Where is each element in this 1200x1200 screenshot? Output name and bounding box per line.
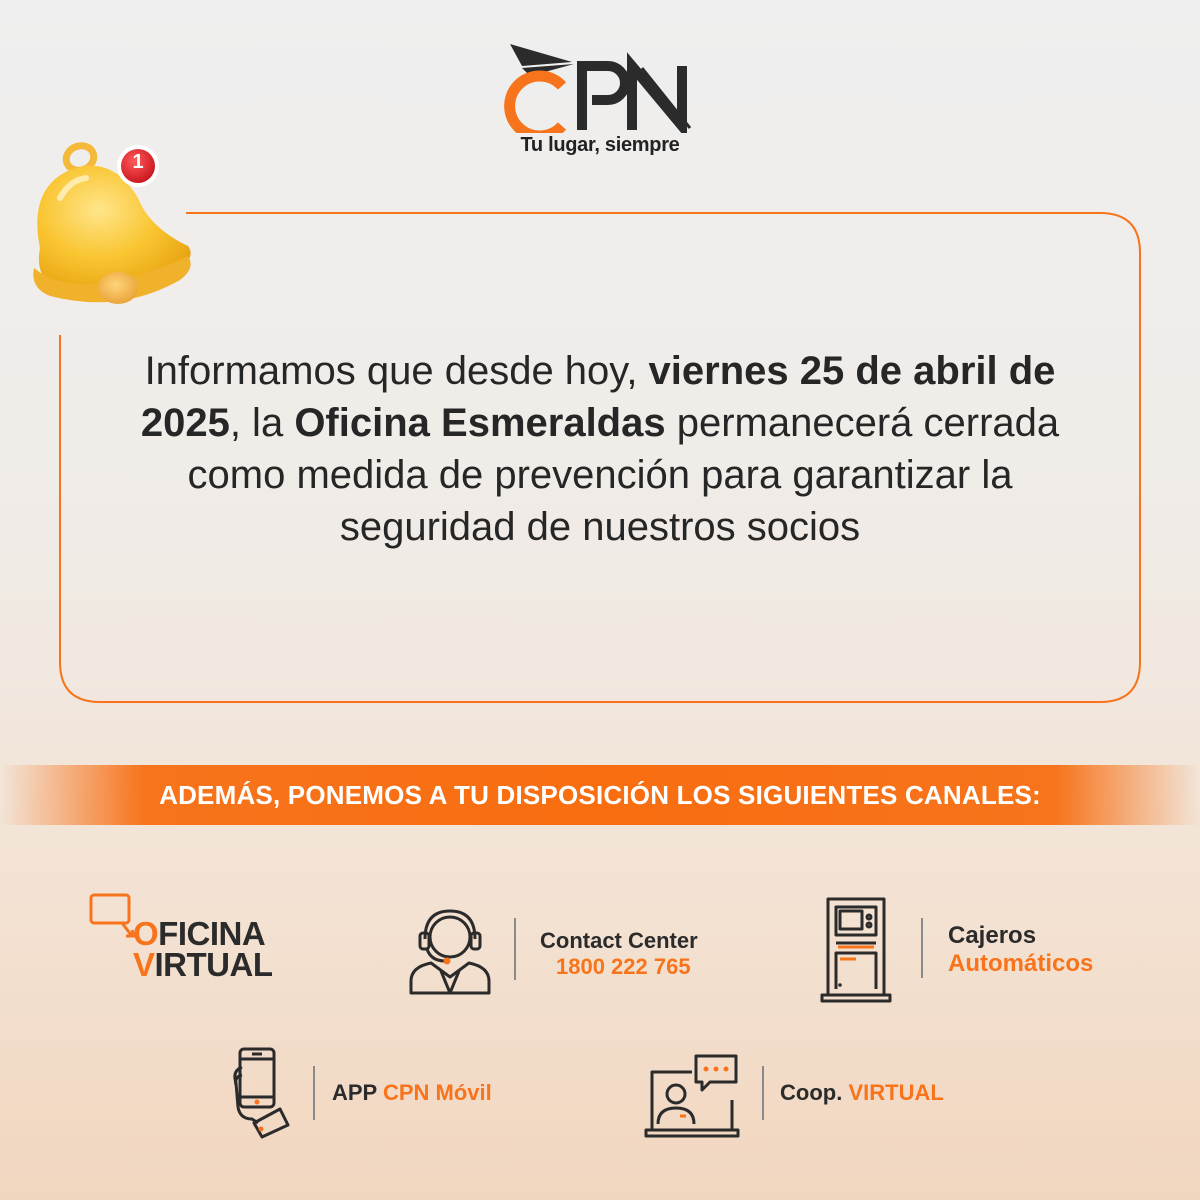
divider (921, 918, 923, 978)
app-channel[interactable] (332, 1080, 492, 1106)
bell-icon (20, 128, 200, 318)
message-text-2: , la (229, 401, 295, 445)
message-date: viernes 25 de abril de 2025 (140, 349, 1056, 445)
chat-bubble-icon (88, 892, 136, 942)
divider (514, 918, 516, 980)
cpn-logo-mark (500, 38, 700, 133)
message-text-3: permanecerá cerrada como medida de prevención para garantizar la seguridad de nuestros socios (187, 401, 1060, 549)
message-office: Oficina Esmeraldas (294, 401, 666, 445)
ov-word-irtual: IRTUAL (154, 946, 273, 983)
atm-icon (820, 893, 892, 1003)
cajeros-label-2: Automáticos (948, 950, 1094, 977)
message-text-1: Informamos que desde hoy, (144, 349, 649, 393)
divider (762, 1066, 764, 1120)
mobile-phone-icon (228, 1045, 292, 1139)
tagline: Tu lugar, siempre (520, 134, 680, 156)
cajeros-channel[interactable] (948, 922, 1093, 978)
video-chat-icon (644, 1050, 740, 1140)
channels-banner (0, 765, 1200, 825)
coop-virtual-channel[interactable] (780, 1080, 944, 1106)
notice-message (120, 345, 1080, 553)
contact-center-phone[interactable]: 1800 222 765 (556, 954, 691, 979)
channels-banner-text: ADEMÁS, PONEMOS A TU DISPOSICIÓN LOS SIGUIENTES CANALES: (159, 779, 1041, 810)
ov-word-ficina: FICINA (158, 915, 266, 952)
divider (313, 1066, 315, 1120)
ov-letter-v: V (133, 946, 155, 983)
headset-agent-icon (405, 905, 495, 997)
app-prefix: APP (332, 1080, 377, 1105)
contact-center-channel[interactable] (540, 928, 698, 980)
cajeros-label: Cajeros (948, 922, 1037, 949)
cpn-logo (500, 38, 700, 168)
notification-badge: 1 (132, 151, 144, 173)
coop-prefix: Coop. (780, 1080, 843, 1105)
contact-center-label: Contact Center (540, 928, 698, 953)
coop-name: VIRTUAL (848, 1080, 944, 1105)
oficina-virtual-label (133, 915, 273, 983)
oficina-virtual-channel[interactable] (88, 892, 308, 992)
ov-letter-o: O (133, 915, 159, 952)
app-name: CPN Móvil (382, 1080, 492, 1105)
